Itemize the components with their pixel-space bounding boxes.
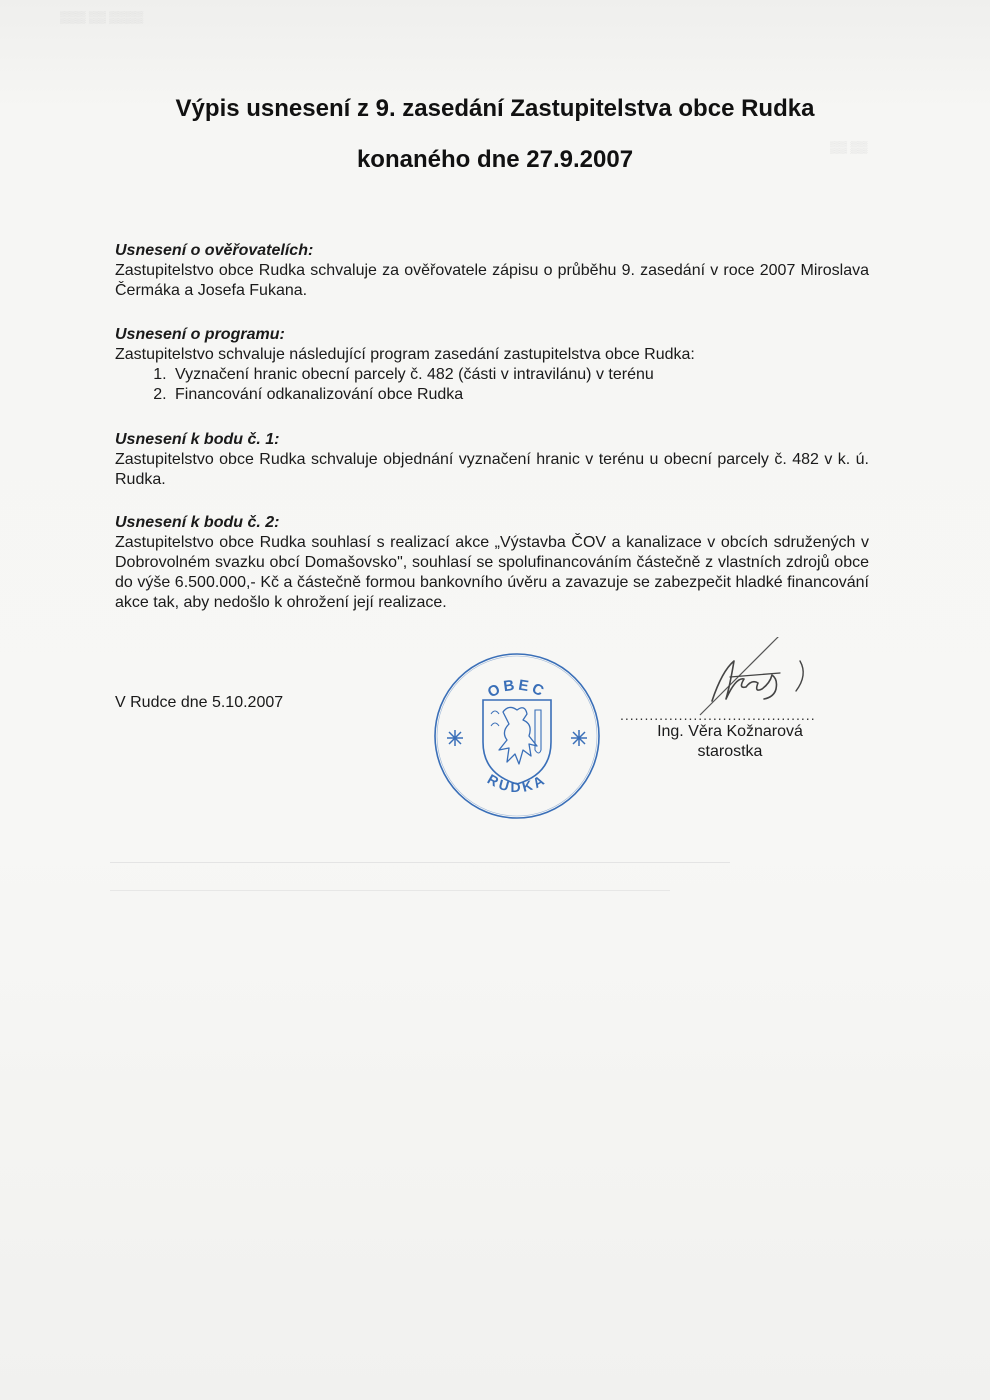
document-title-line1: Výpis usnesení z 9. zasedání Zastupitelstva obce Rudka: [175, 95, 815, 122]
section-heading: Usnesení o ověřovatelích:: [115, 242, 314, 259]
section-text: Zastupitelstvo obce Rudka schvaluje objednání vyznačení hranic v terénu u obecní parcely č. 482 v k. ú. Rudka.: [115, 451, 869, 488]
program-list: [115, 365, 869, 405]
scan-artifact: ▒▒▒ ▒▒ ▒▒▒▒: [60, 10, 144, 24]
signature-block: [620, 645, 840, 775]
place-and-date: V Rudce dne 5.10.2007: [115, 694, 284, 711]
signature-line: ........................................: [620, 707, 816, 723]
section-text: Zastupitelstvo schvaluje následující program zasedání zastupitelstva obce Rudka:: [115, 346, 695, 363]
official-stamp: [431, 650, 603, 822]
section-verifiers: [115, 241, 869, 301]
scan-artifact: ▒▒ ▒▒: [830, 140, 868, 154]
section-text: Zastupitelstvo obce Rudka souhlasí s realizací akce „Výstavba ČOV a kanalizace v obcích sdružených v Dobrovolném svazku obcí Domašovsko", souhlasí se spolufinancováním částečně z vlastních zdrojů obce do výše 6.500.000,- Kč a částečně formou bankovního úvěru a zavazuje se zabezpečit hladké financování akce tak, aby nedošlo k ohrožení její realizace.: [115, 534, 869, 611]
program-item: 2. Financování odkanalizování obce Rudka: [171, 385, 869, 405]
section-item-1: [115, 430, 869, 490]
program-item: 1. Vyznačení hranic obecní parcely č. 482 (části v intravilánu) v terénu: [171, 365, 869, 385]
stamp-bottom-text: RUDKA: [484, 770, 550, 795]
section-item-2: [115, 513, 869, 613]
section-heading: Usnesení o programu:: [115, 326, 285, 343]
coat-of-arms-icon: [483, 700, 551, 784]
stamp-top-text: OBEC: [485, 676, 549, 702]
stamp-graphic: [431, 650, 603, 822]
document-title-line2: konaného dne 27.9.2007: [356, 146, 634, 173]
scan-artifact: [110, 862, 730, 864]
signatory-role: starostka: [697, 743, 763, 760]
section-heading: Usnesení k bodu č. 2:: [115, 514, 280, 531]
signatory-name: Ing. Věra Kožnarová: [657, 723, 803, 740]
signatory: [620, 722, 840, 762]
star-icon: [571, 730, 587, 746]
section-text: Zastupitelstvo obce Rudka schvaluje za ověřovatele zápisu o průběhu 9. zasedání v roce 2007 Miroslava Čermáka a Josefa Fukana.: [115, 262, 869, 299]
scan-artifact: [110, 890, 670, 892]
section-heading: Usnesení k bodu č. 1:: [115, 431, 280, 448]
section-program: [115, 325, 869, 405]
star-icon: [447, 730, 463, 746]
